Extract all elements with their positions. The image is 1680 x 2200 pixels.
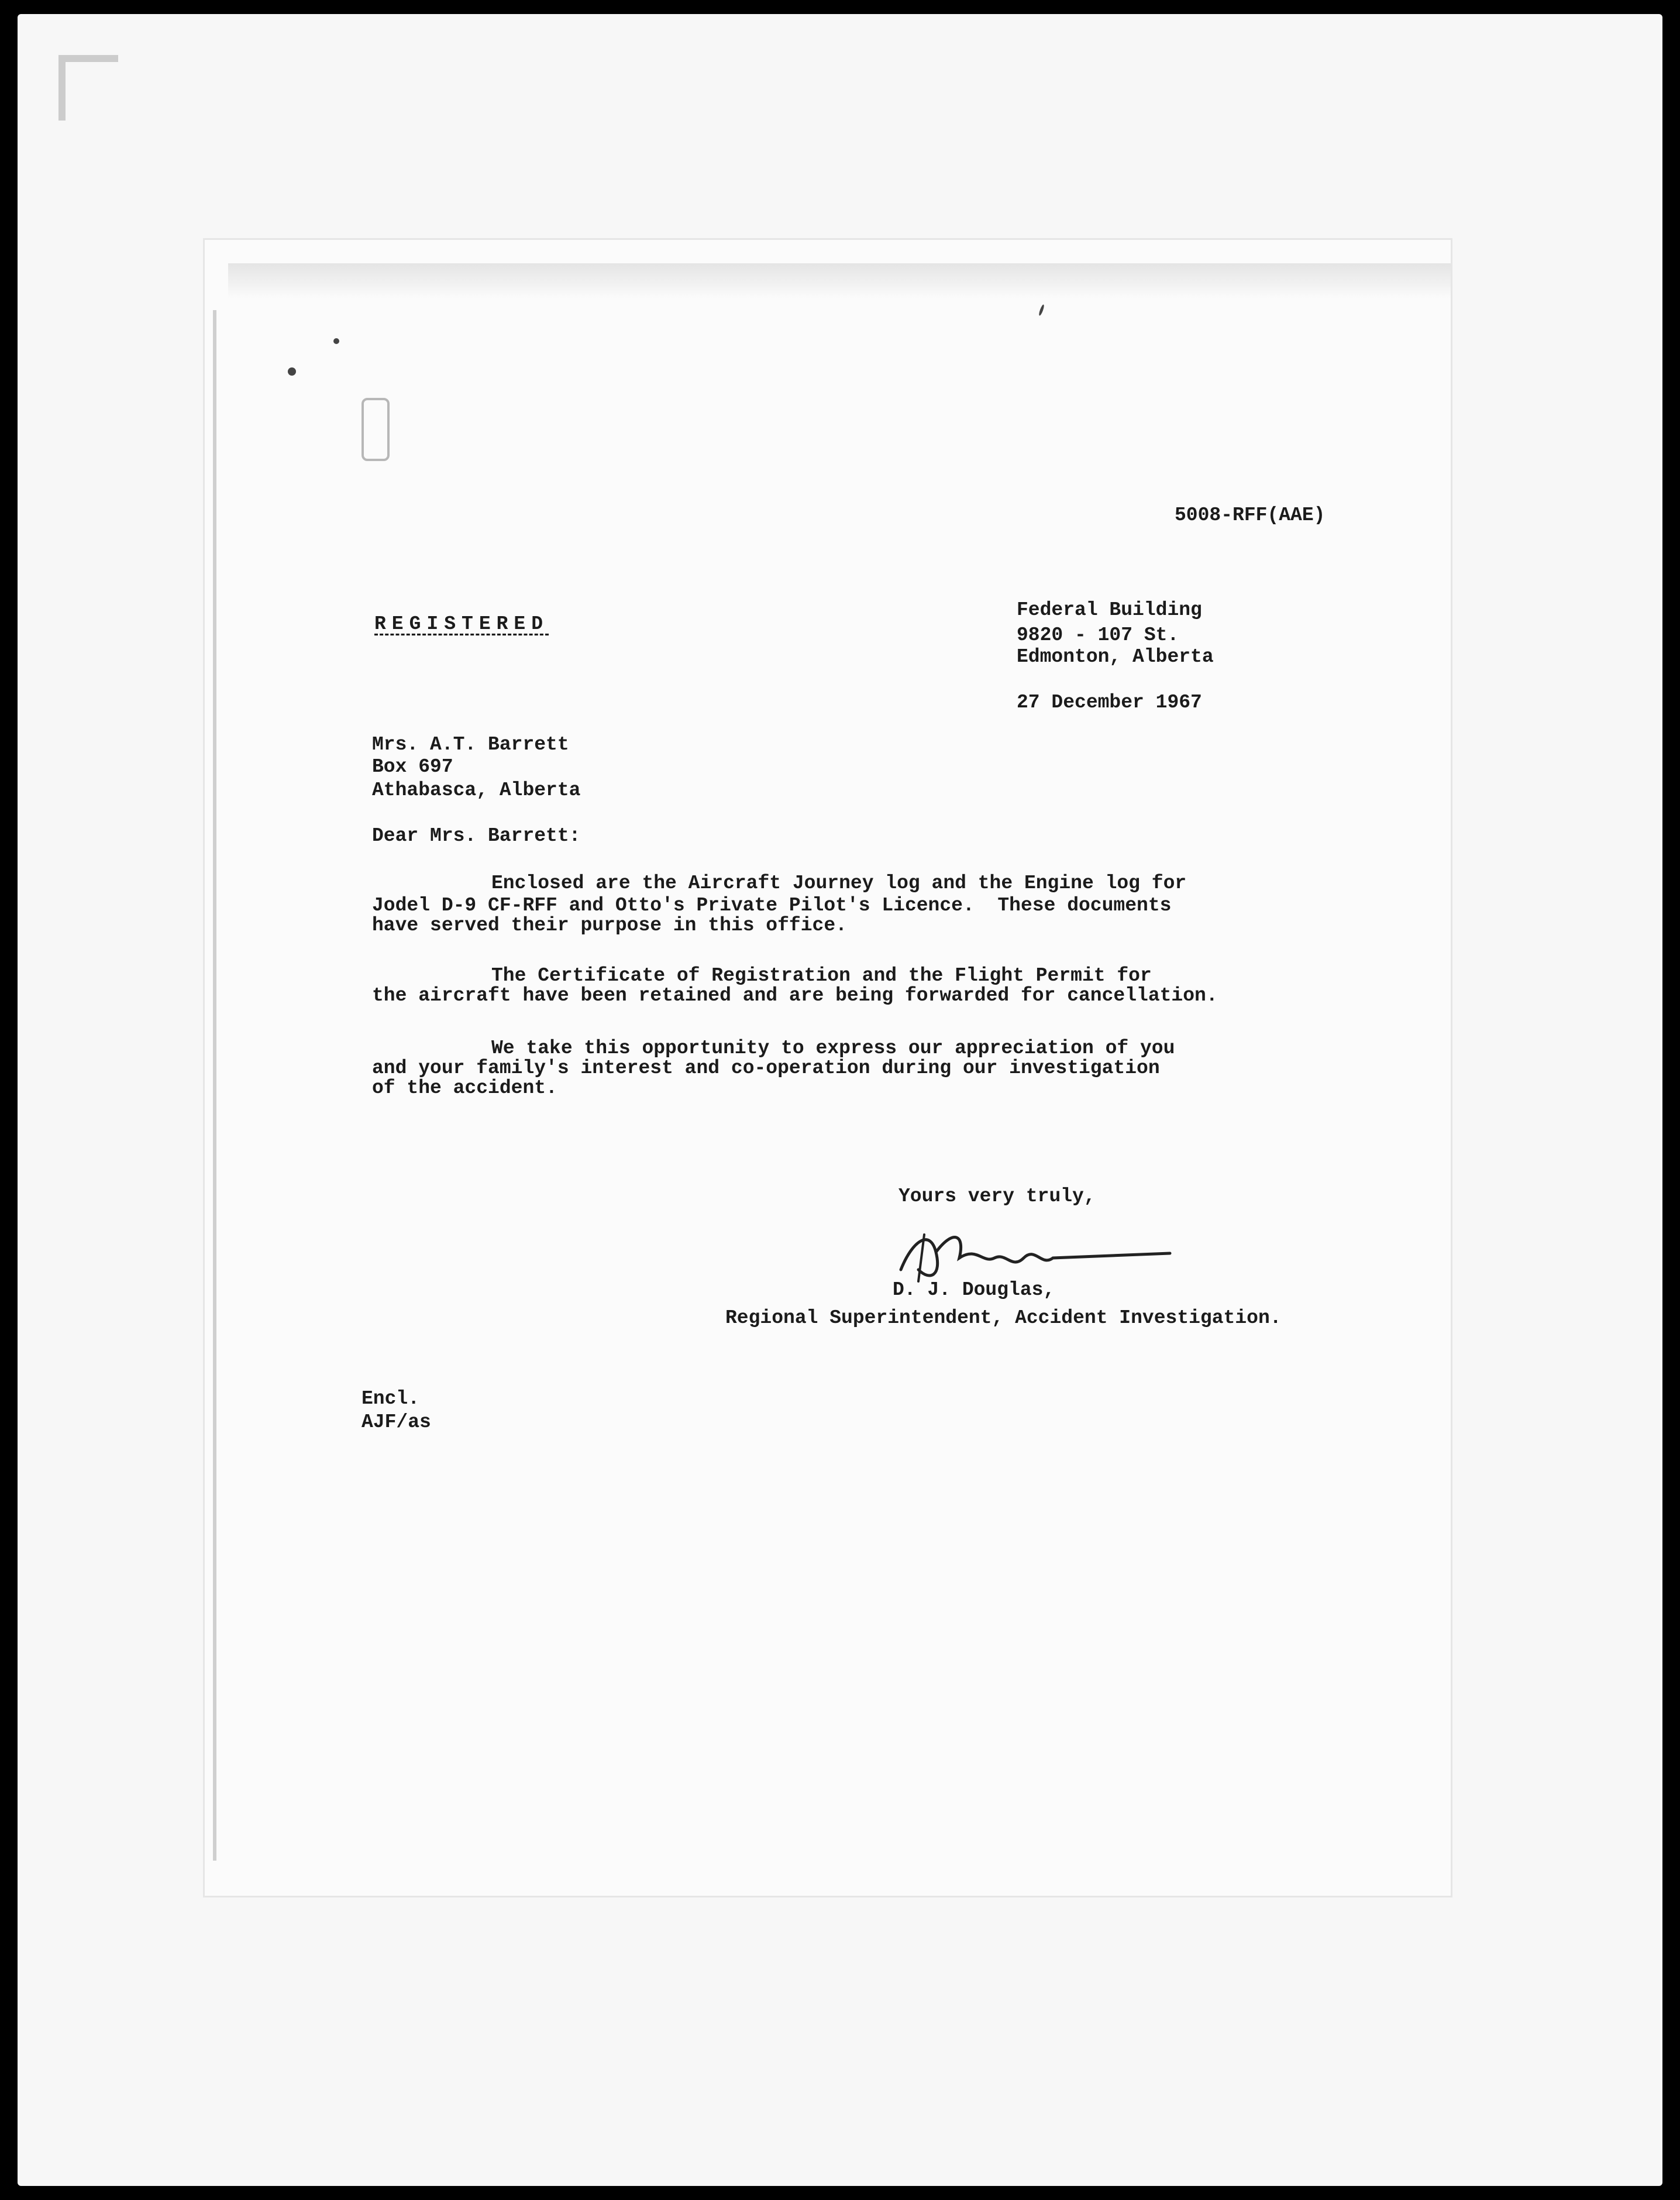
paragraph-line: and your family's interest and co-operation during our investigation	[372, 1057, 1160, 1079]
enclosure-note: Encl.	[362, 1388, 420, 1410]
letter-date: 27 December 1967	[1017, 692, 1202, 713]
sender-address-line: Edmonton, Alberta	[1017, 646, 1214, 668]
sender-address-line: 9820 - 107 St.	[1017, 624, 1179, 646]
ink-speck	[288, 367, 296, 376]
paragraph-line: the aircraft have been retained and are being forwarded for cancellation.	[372, 985, 1218, 1006]
registered-heading: REGISTERED	[374, 613, 549, 635]
paragraph-line: Enclosed are the Aircraft Journey log and the Engine log for	[491, 872, 1187, 894]
sender-address-line: Federal Building	[1017, 599, 1202, 621]
signatory-name: D. J. Douglas,	[893, 1279, 1055, 1301]
bracket-mark	[362, 398, 390, 461]
ink-speck	[333, 338, 339, 344]
recipient-line: Athabasca, Alberta	[372, 779, 581, 801]
paragraph-line: of the accident.	[372, 1077, 557, 1099]
handwritten-signature	[877, 1217, 1182, 1287]
closing: Yours very truly,	[898, 1185, 1096, 1207]
paragraph-line: We take this opportunity to express our appreciation of you	[491, 1037, 1175, 1059]
file-number: 5008-RFF(AAE)	[1175, 504, 1326, 526]
sheet-left-edge	[213, 310, 216, 1861]
sheet-shadow	[228, 263, 1451, 298]
signatory-title: Regional Superintendent, Accident Investigation.	[725, 1307, 1282, 1329]
recipient-line: Box 697	[372, 756, 453, 778]
paragraph-line: The Certificate of Registration and the Flight Permit for	[491, 965, 1152, 986]
typist-initials: AJF/as	[362, 1411, 431, 1433]
recipient-line: Mrs. A.T. Barrett	[372, 734, 569, 755]
corner-crop-mark	[58, 55, 118, 121]
salutation: Dear Mrs. Barrett:	[372, 825, 581, 847]
paragraph-line: Jodel D-9 CF-RFF and Otto's Private Pilot's Licence. These documents	[372, 895, 1172, 916]
paragraph-line: have served their purpose in this office.	[372, 915, 847, 936]
